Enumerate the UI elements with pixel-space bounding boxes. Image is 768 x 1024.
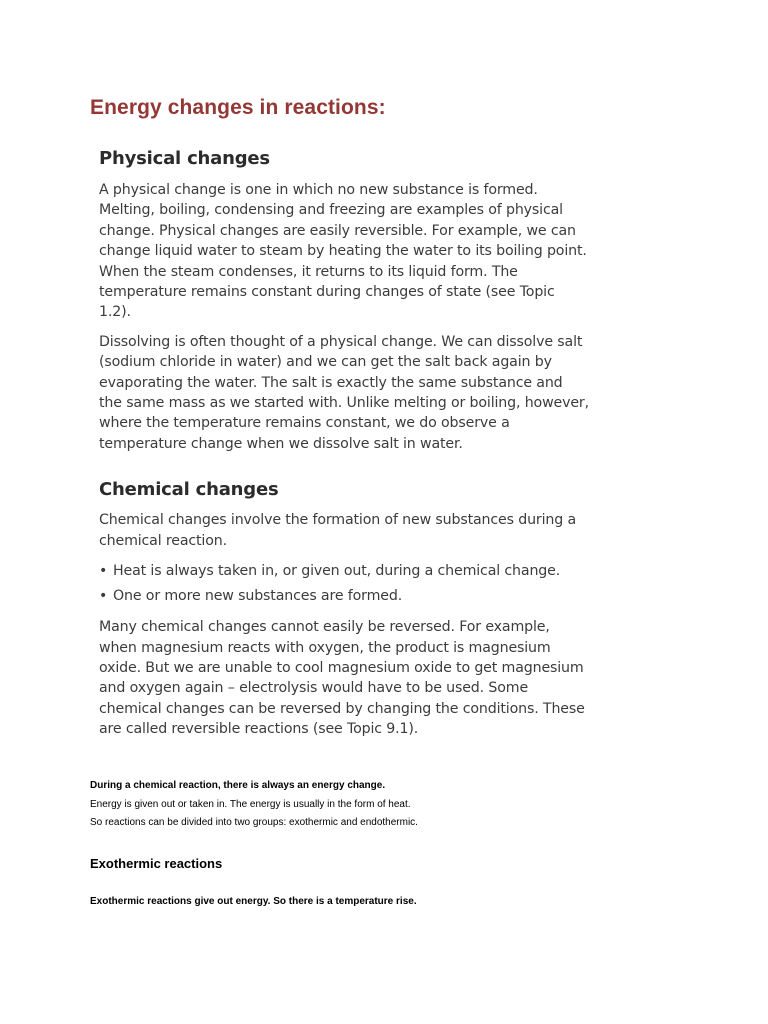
exothermic-heading: Exothermic reactions bbox=[90, 855, 223, 871]
bullet-text: Heat is always taken in, or given out, during a chemical change. bbox=[113, 563, 561, 580]
note-line-3: So reactions can be divided into two groups: exothermic and endothermic. bbox=[90, 817, 418, 828]
note-line-1: During a chemical reaction, there is always an energy change. bbox=[90, 780, 386, 791]
chemical-changes-paragraph-1: Chemical changes involve the formation of new substances during a chemical reaction. bbox=[99, 512, 576, 549]
page-title: Energy changes in reactions: bbox=[90, 96, 386, 119]
physical-changes-paragraph-2: Dissolving is often thought of a physical change. We can dissolve salt (sodium chloride in water) and we can get the salt back again by evaporating the water. The salt is exactly the same substance and the same mass as we started with. Unlike melting or boiling, however, where the temperature remains constant, we do observe a temperature change when we dissolve salt in water. bbox=[99, 333, 589, 452]
note-line-2: Energy is given out or taken in. The energy is usually in the form of heat. bbox=[90, 798, 411, 810]
chemical-changes-bullet-list bbox=[99, 559, 589, 609]
physical-changes-paragraph-1: A physical change is one in which no new substance is formed. Melting, boiling, condensing and freezing are examples of physical change. Physical changes are easily reversible. For example, we can change liquid water to steam by heating the water to its boiling point. When the steam condenses, it returns to its liquid form. The temperature remains constant during changes of state (see Topic 1.2). bbox=[99, 182, 587, 321]
bullet-icon: • bbox=[99, 563, 108, 580]
bullet-item bbox=[99, 584, 589, 609]
chemical-changes-paragraph-2: Many chemical changes cannot easily be reversed. For example, when magnesium reacts with oxygen, the product is magnesium oxide. But we are unable to cool magnesium oxide to get magnesium and oxygen again – electrolysis would have to be used. Some chemical changes can be reversed by changing the conditions. These are called reversible reactions (see Topic 9.1). bbox=[99, 619, 585, 738]
bullet-item bbox=[99, 559, 589, 584]
bullet-icon: • bbox=[99, 588, 108, 605]
exothermic-description: Exothermic reactions give out energy. So there is a temperature rise. bbox=[90, 895, 417, 907]
notes-section bbox=[90, 777, 710, 910]
physical-changes-heading: Physical changes bbox=[99, 148, 270, 169]
bullet-text: One or more new substances are formed. bbox=[113, 588, 403, 605]
textbook-excerpt bbox=[99, 148, 589, 740]
chemical-changes-heading: Chemical changes bbox=[99, 479, 279, 501]
